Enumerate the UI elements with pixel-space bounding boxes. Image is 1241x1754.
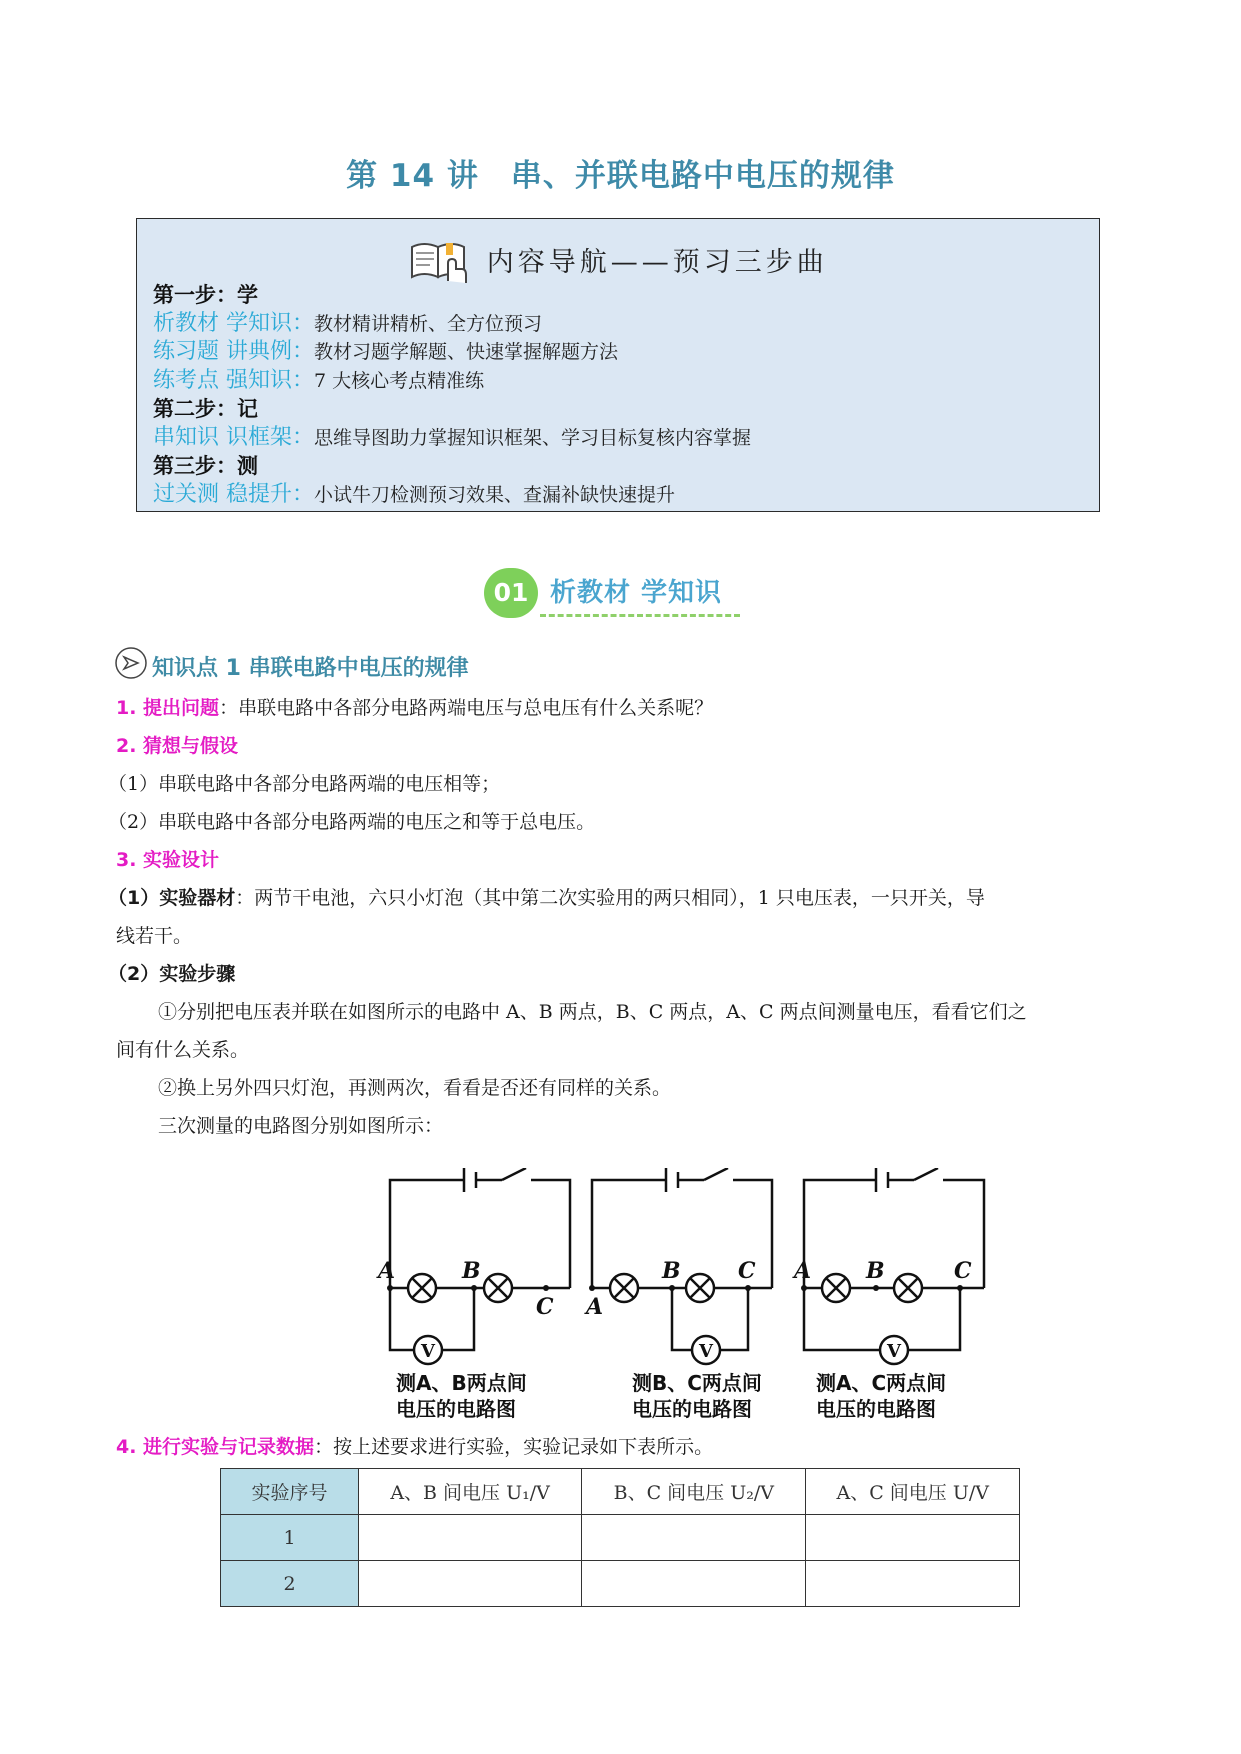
- nav-step-2: [153, 395, 751, 424]
- node-label-b: B: [662, 1258, 681, 1284]
- arrow-circle-icon: [114, 646, 148, 684]
- circuit-caption: 测A、C两点间: [816, 1371, 947, 1395]
- step-1: ①分别把电压表并联在如图所示的电路中 A、B 两点，B、C 两点，A、C 两点间测量电压，看看它们之: [158, 1001, 1027, 1023]
- equipment-label: （1）实验器材: [108, 887, 236, 909]
- node-label-a: A: [794, 1258, 812, 1284]
- nav-step-label: 第一步：学: [153, 283, 258, 307]
- table-cell[interactable]: [359, 1515, 582, 1561]
- circuit-diagrams: [376, 1168, 1016, 1430]
- nav-step-1: [153, 281, 751, 310]
- nav-step-label: 第二步：记: [153, 397, 258, 421]
- circuit-caption: 电压的电路图: [396, 1397, 516, 1421]
- table-header: B、C 间电压 U₂/V: [582, 1469, 806, 1515]
- nav-item-desc: 7 大核心考点精准练: [314, 369, 485, 392]
- lamp-1: [822, 1274, 850, 1302]
- table-row: [221, 1561, 1020, 1607]
- lamp-1: [408, 1274, 436, 1302]
- knowledge-point-title: 知识点 1 串联电路中电压的规律: [152, 656, 469, 681]
- section-number-badge: 01: [484, 568, 538, 618]
- table-cell: 1: [221, 1515, 359, 1561]
- voltmeter-label: V: [887, 1341, 901, 1362]
- step-2: ②换上另外四只灯泡，再测两次，看看是否还有同样的关系。: [158, 1077, 672, 1099]
- content-navigation-box: [136, 218, 1100, 512]
- question-2: [116, 731, 238, 761]
- question-3: [116, 845, 219, 875]
- equipment-line-2: 线若干。: [116, 925, 193, 947]
- hypothesis-1: （1）串联电路中各部分电路两端的电压相等；: [108, 773, 501, 795]
- node-label-c: C: [738, 1258, 756, 1284]
- table-header: 实验序号: [221, 1469, 359, 1515]
- circuit-caption: 测B、C两点间: [632, 1371, 762, 1395]
- lamp-2: [894, 1274, 922, 1302]
- question-label: 3. 实验设计: [116, 849, 220, 871]
- equipment-text: ：两节干电池，六只小灯泡（其中第二次实验用的两只相同），1 只电压表，一只开关，导: [235, 887, 985, 909]
- circuit-caption: 电压的电路图: [816, 1397, 936, 1421]
- question-label: 2. 猜想与假设: [116, 735, 239, 757]
- nav-step-label: 第三步：测: [153, 454, 258, 478]
- nav-item-desc: 教材习题学解题、快速掌握解题方法: [314, 341, 619, 363]
- node-label-c: C: [954, 1258, 972, 1284]
- table-header-row: [221, 1469, 1020, 1515]
- nav-item: [153, 481, 751, 510]
- nav-step-3: [153, 452, 751, 481]
- nav-item-key: 串知识 识框架：: [153, 424, 314, 450]
- steps-label: [108, 959, 235, 989]
- question-text: ：按上述要求进行实验，实验记录如下表所示。: [314, 1436, 714, 1458]
- voltmeter-label: V: [699, 1341, 713, 1362]
- hypothesis-2: （2）串联电路中各部分电路两端的电压之和等于总电压。: [108, 811, 596, 833]
- table-row: [221, 1515, 1020, 1561]
- nav-item-key: 析教材 学知识：: [153, 310, 314, 336]
- node-label-a: A: [586, 1294, 604, 1320]
- table-cell: 2: [221, 1561, 359, 1607]
- nav-item: [153, 338, 751, 367]
- nav-item-desc: 教材精讲精析、全方位预习: [314, 312, 543, 335]
- table-cell[interactable]: [806, 1561, 1020, 1607]
- nav-item-desc: 思维导图助力掌握知识框架、学习目标复核内容掌握: [314, 426, 752, 449]
- table-header: A、C 间电压 U/V: [806, 1469, 1020, 1515]
- navigation-heading-text: 内容导航——预习三步曲: [486, 247, 828, 278]
- nav-item: [153, 424, 751, 453]
- section-title: 析教材 学知识: [550, 578, 723, 608]
- nav-item: [153, 367, 751, 396]
- steps-label-text: （2）实验步骤: [108, 963, 236, 985]
- circuit-caption: 电压的电路图: [632, 1397, 752, 1421]
- nav-item-key: 过关测 稳提升：: [153, 481, 314, 507]
- circuit-caption: 测A、B两点间: [396, 1371, 527, 1395]
- lamp-2: [686, 1274, 714, 1302]
- table-header: A、B 间电压 U₁/V: [359, 1469, 582, 1515]
- node-label-c: C: [536, 1294, 554, 1320]
- question-1: [116, 693, 713, 723]
- step-1-cont: 间有什么关系。: [116, 1039, 250, 1061]
- data-table: [220, 1468, 1020, 1607]
- node-label-b: B: [866, 1258, 885, 1284]
- step-3: 三次测量的电路图分别如图所示：: [158, 1115, 444, 1137]
- equipment-line: [108, 883, 985, 913]
- question-4: [116, 1432, 713, 1462]
- question-text: ：串联电路中各部分电路两端电压与总电压有什么关系呢？: [219, 697, 714, 719]
- page-title: 第 14 讲 串、并联电路中电压的规律: [346, 158, 895, 194]
- node-label-a: A: [378, 1258, 396, 1284]
- nav-item: [153, 310, 751, 339]
- lamp-1: [610, 1274, 638, 1302]
- nav-item-key: 练习题 讲典例：: [153, 339, 314, 364]
- table-cell[interactable]: [806, 1515, 1020, 1561]
- navigation-rows: [153, 281, 751, 509]
- table-cell[interactable]: [582, 1515, 806, 1561]
- nav-item-key: 练考点 强知识：: [153, 367, 314, 393]
- node-label-b: B: [462, 1258, 481, 1284]
- voltmeter-label: V: [421, 1341, 435, 1362]
- lamp-2: [484, 1274, 512, 1302]
- section-divider: [540, 614, 740, 617]
- table-cell[interactable]: [582, 1561, 806, 1607]
- section-header: [484, 566, 764, 622]
- nav-item-desc: 小试牛刀检测预习效果、查漏补缺快速提升: [314, 483, 676, 506]
- table-cell[interactable]: [359, 1561, 582, 1607]
- question-label: 4. 进行实验与记录数据: [116, 1436, 315, 1458]
- question-label: 1. 提出问题: [116, 697, 220, 719]
